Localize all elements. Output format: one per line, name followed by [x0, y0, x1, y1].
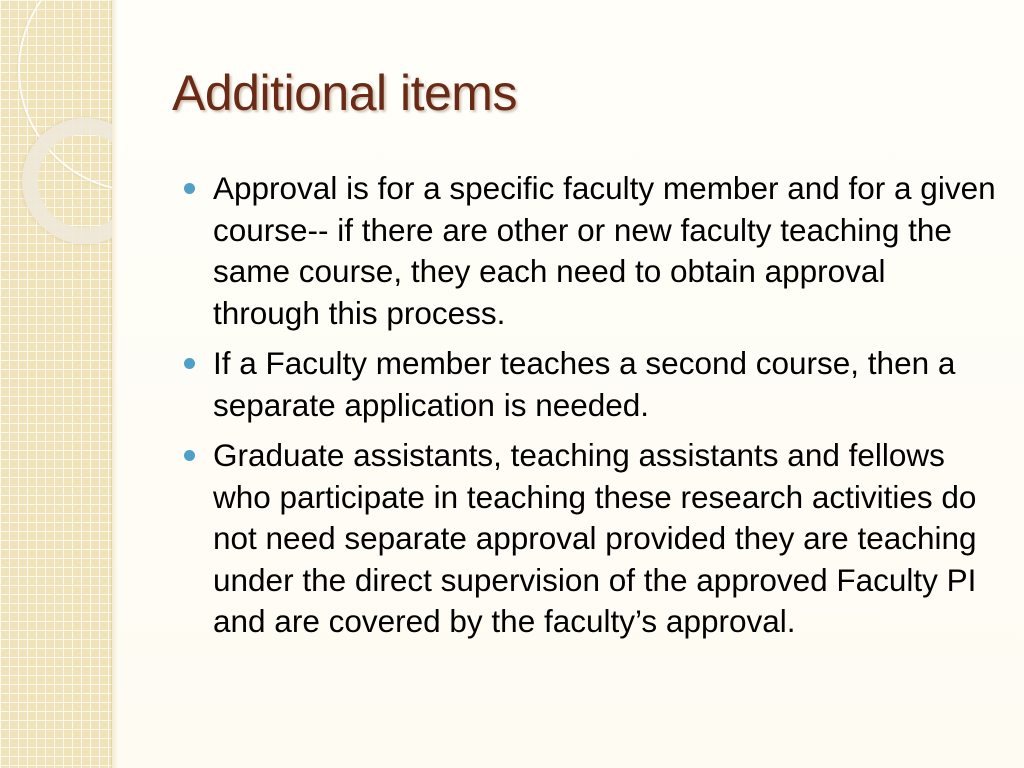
bullet-dot-icon	[184, 450, 195, 461]
bullet-item	[182, 435, 997, 643]
slide-title: Additional items	[172, 65, 517, 121]
panel-edge-shadow	[112, 0, 118, 768]
bullet-text: Graduate assistants, teaching assistants and fellows who participate in teaching these research activities do not need separate approval provided they are teaching under the direct supervision of the approved Faculty PI and are covered by the faculty’s approval.	[213, 437, 977, 639]
bullet-text: Approval is for a specific faculty member and for a given course-- if there are other or new faculty teaching the same course, they each need to obtain approval through this process.	[213, 170, 996, 331]
bullet-dot-icon	[184, 358, 195, 369]
bullet-text: If a Faculty member teaches a second course, then a separate application is needed.	[213, 345, 956, 423]
bullet-dot-icon	[184, 183, 195, 194]
bullet-list	[182, 168, 997, 652]
bullet-item	[182, 343, 997, 426]
bullet-item	[182, 168, 997, 334]
